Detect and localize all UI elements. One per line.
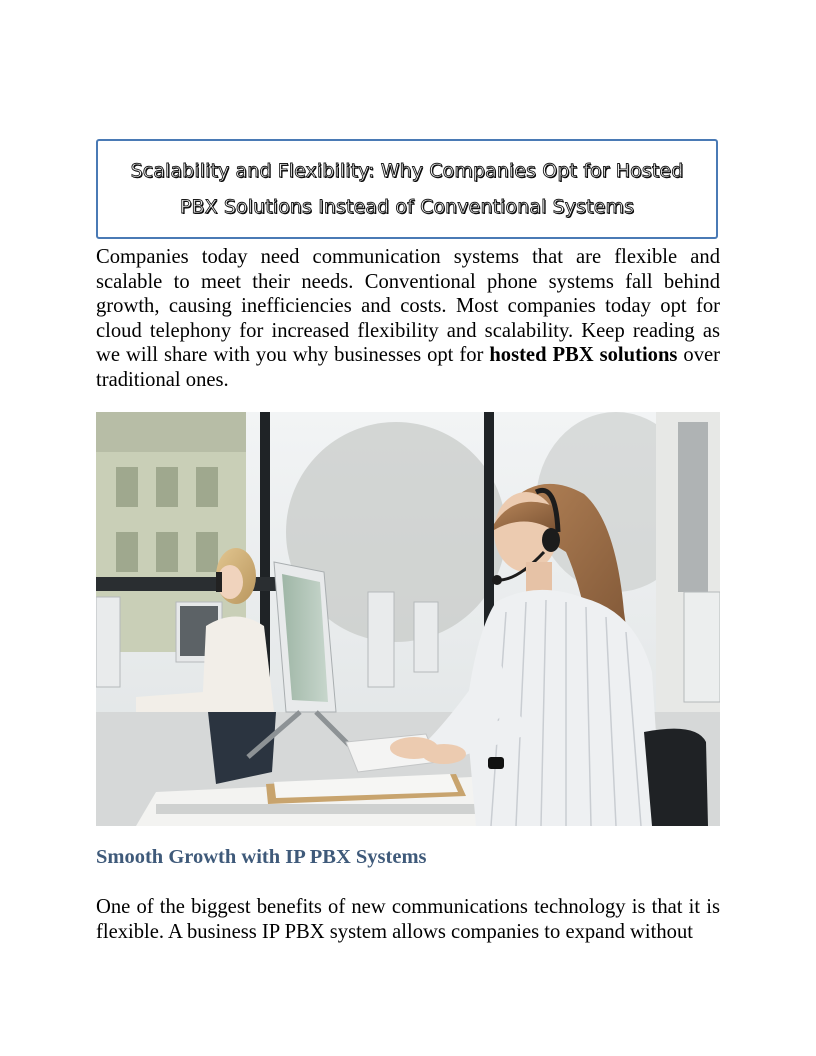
section-paragraph: One of the biggest benefits of new communications technology is that it is flexible. A business IP PBX system allows companies to expand without xyxy=(96,896,720,943)
document-title: Scalability and Flexibility: Why Companies Opt for Hosted PBX Solutions Instead of Conventional Systems xyxy=(130,160,684,218)
intro-text-start: Companies today need communication systems that are flexible and scalable to meet their needs. Conventional phone systems fall behind growth, causing inefficiencies and costs. Most companies today opt for cloud telephony for increased flexibility and scalability. Keep reading as we will share with you why businesses opt for xyxy=(96,246,720,366)
section-heading: Smooth Growth with IP PBX Systems xyxy=(96,846,427,868)
call-center-photo xyxy=(96,412,720,826)
intro-paragraph xyxy=(96,245,720,392)
intro-bold-link-text: hosted PBX solutions xyxy=(489,344,678,366)
title-box xyxy=(96,139,718,239)
intro-text-end: over traditional ones. xyxy=(96,344,720,391)
